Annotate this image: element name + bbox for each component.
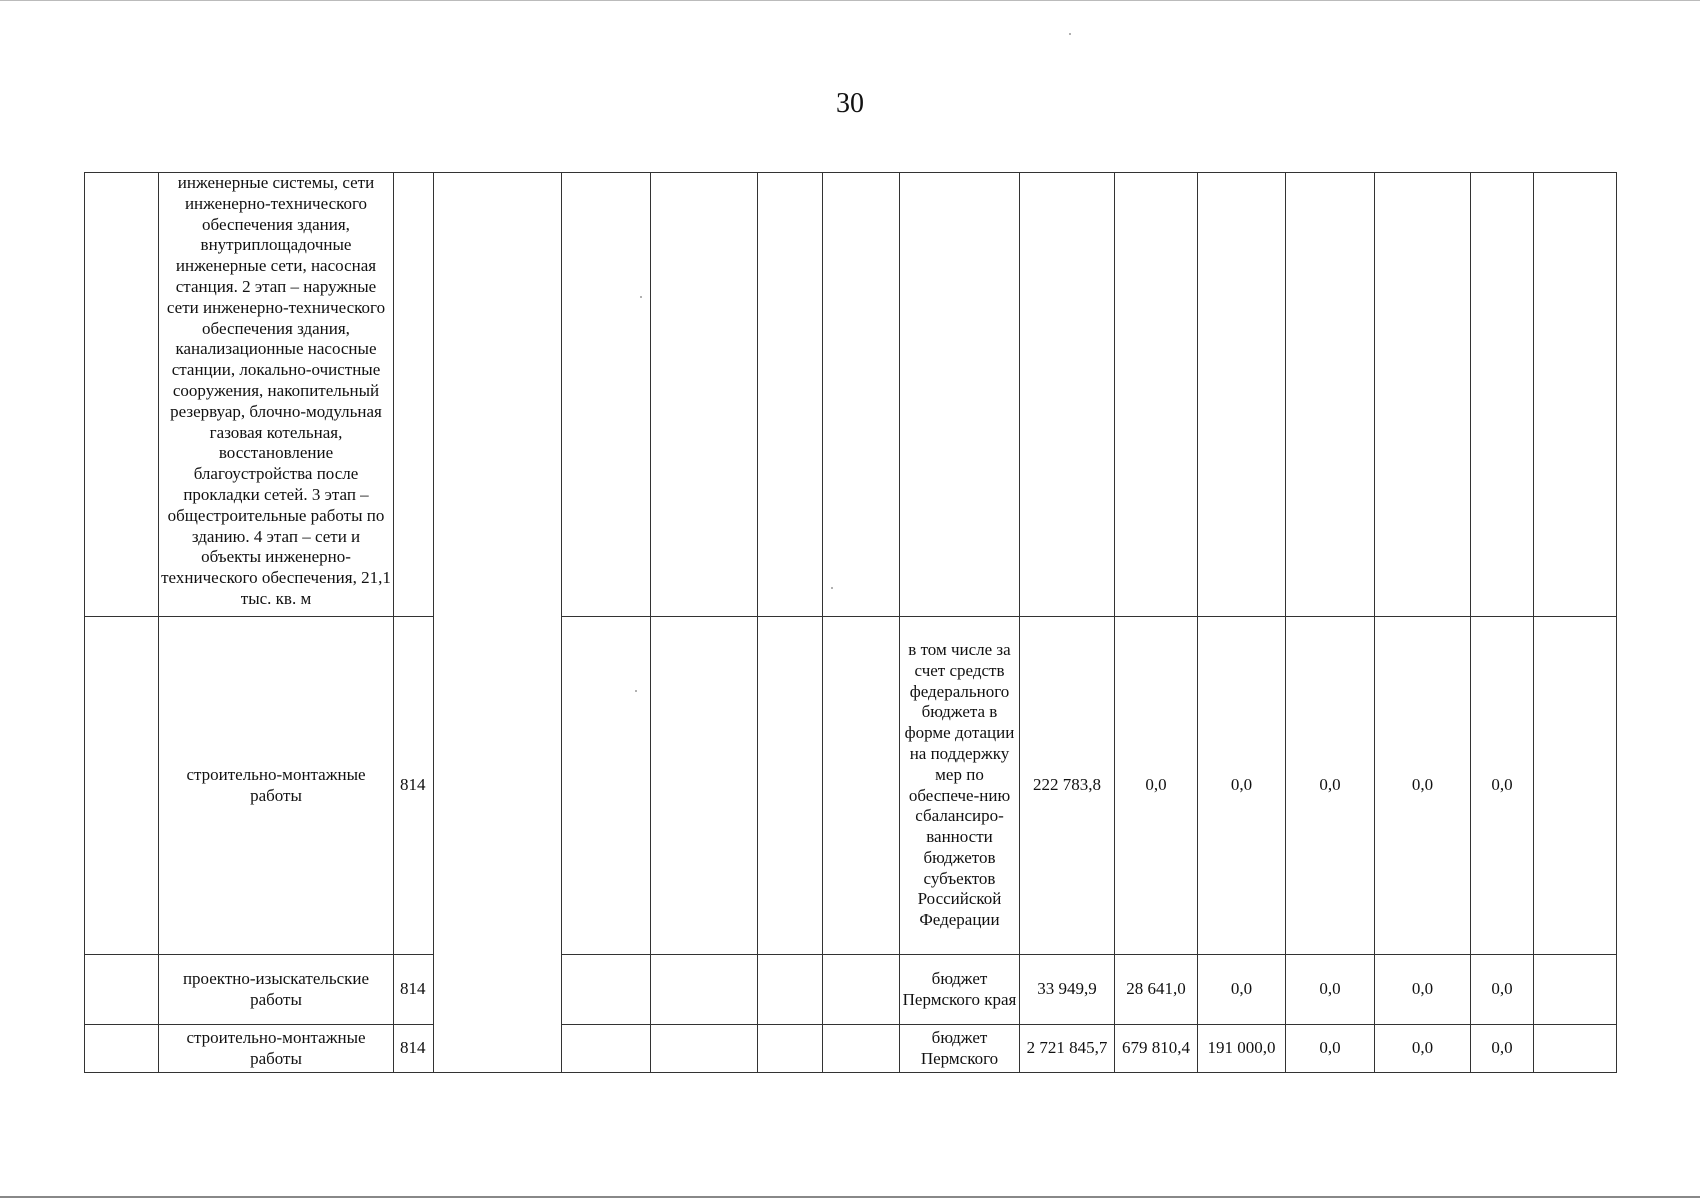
funding-source: в том числе за счет средств федерального бюджета в форме дотации на поддержку мер по обеспече-нию сбалансиро-ванности бюджетов субъектов Российской Федерации	[900, 617, 1020, 955]
cell-value	[1020, 173, 1115, 617]
cell-value	[1115, 173, 1198, 617]
table-row	[85, 955, 1617, 1025]
cell-empty	[1534, 173, 1617, 617]
amount-1: 2 721 845,7	[1020, 1025, 1115, 1073]
amount-4: 0,0	[1286, 617, 1375, 955]
amount-2: 679 810,4	[1115, 1025, 1198, 1073]
cell-empty	[1534, 955, 1617, 1025]
amount-3: 191 000,0	[1198, 1025, 1286, 1073]
scan-speck	[1069, 33, 1071, 35]
cell-empty	[823, 1025, 900, 1073]
cell-empty	[823, 617, 900, 955]
cell-number	[85, 617, 159, 955]
amount-5: 0,0	[1375, 955, 1471, 1025]
cell-empty	[562, 955, 651, 1025]
table-row	[85, 173, 1617, 617]
scan-top-edge	[0, 0, 1700, 1]
cell-value	[1286, 173, 1375, 617]
cell-empty	[562, 173, 651, 617]
amount-2: 28 641,0	[1115, 955, 1198, 1025]
amount-3: 0,0	[1198, 955, 1286, 1025]
cell-empty	[823, 173, 900, 617]
cell-empty	[758, 955, 823, 1025]
amount-2: 0,0	[1115, 617, 1198, 955]
amount-1: 222 783,8	[1020, 617, 1115, 955]
cell-value	[1198, 173, 1286, 617]
page-number: 30	[836, 88, 864, 119]
cell-code	[394, 173, 434, 617]
cell-empty	[758, 1025, 823, 1073]
work-type: строительно-монтажные работы	[159, 617, 394, 955]
cell-empty	[651, 173, 758, 617]
cell-empty	[1534, 617, 1617, 955]
cell-empty	[758, 173, 823, 617]
amount-6: 0,0	[1471, 955, 1534, 1025]
amount-5: 0,0	[1375, 617, 1471, 955]
work-type: строительно-монтажные работы	[159, 1025, 394, 1073]
table-row	[85, 1025, 1617, 1073]
cell-empty	[651, 1025, 758, 1073]
cell-number	[85, 1025, 159, 1073]
cell-empty	[1534, 1025, 1617, 1073]
budget-code: 814	[394, 617, 434, 955]
scan-speck	[831, 587, 833, 589]
funding-source: бюджет Пермского	[900, 1025, 1020, 1073]
cell-empty	[758, 617, 823, 955]
cell-number	[85, 955, 159, 1025]
scan-speck	[640, 296, 642, 298]
amount-1: 33 949,9	[1020, 955, 1115, 1025]
amount-5: 0,0	[1375, 1025, 1471, 1073]
cell-empty	[823, 955, 900, 1025]
amount-6: 0,0	[1471, 1025, 1534, 1073]
scan-speck	[635, 690, 637, 692]
budget-code: 814	[394, 1025, 434, 1073]
work-type: проектно-изыскательские работы	[159, 955, 394, 1025]
cell-value	[1471, 173, 1534, 617]
cell-empty	[562, 617, 651, 955]
cell-empty	[651, 617, 758, 955]
amount-6: 0,0	[1471, 617, 1534, 955]
cell-value	[1375, 173, 1471, 617]
amount-4: 0,0	[1286, 1025, 1375, 1073]
cell-number	[85, 173, 159, 617]
cell-empty	[562, 1025, 651, 1073]
budget-table	[84, 172, 1617, 1073]
object-description: инженерные системы, сети инженерно-технического обеспечения здания, внутриплощадочные инженерные сети, насосная станция. 2 этап – наружные сети инженерно-технического обеспечения здания, канализационные насосные станции, локально-очистные сооружения, накопительный резервуар, блочно-модульная газовая котельная, восстановление благоустройства после прокладки сетей. 3 этап – общестроительные работы по зданию. 4 этап – сети и объекты инженерно-технического обеспечения, 21,1 тыс. кв. м	[159, 173, 394, 617]
table-row	[85, 617, 1617, 955]
amount-3: 0,0	[1198, 617, 1286, 955]
budget-code: 814	[394, 955, 434, 1025]
scan-bottom-edge	[0, 1196, 1700, 1198]
cell-merged	[434, 173, 562, 1073]
cell-empty	[651, 955, 758, 1025]
cell-source	[900, 173, 1020, 617]
amount-4: 0,0	[1286, 955, 1375, 1025]
funding-source: бюджет Пермского края	[900, 955, 1020, 1025]
